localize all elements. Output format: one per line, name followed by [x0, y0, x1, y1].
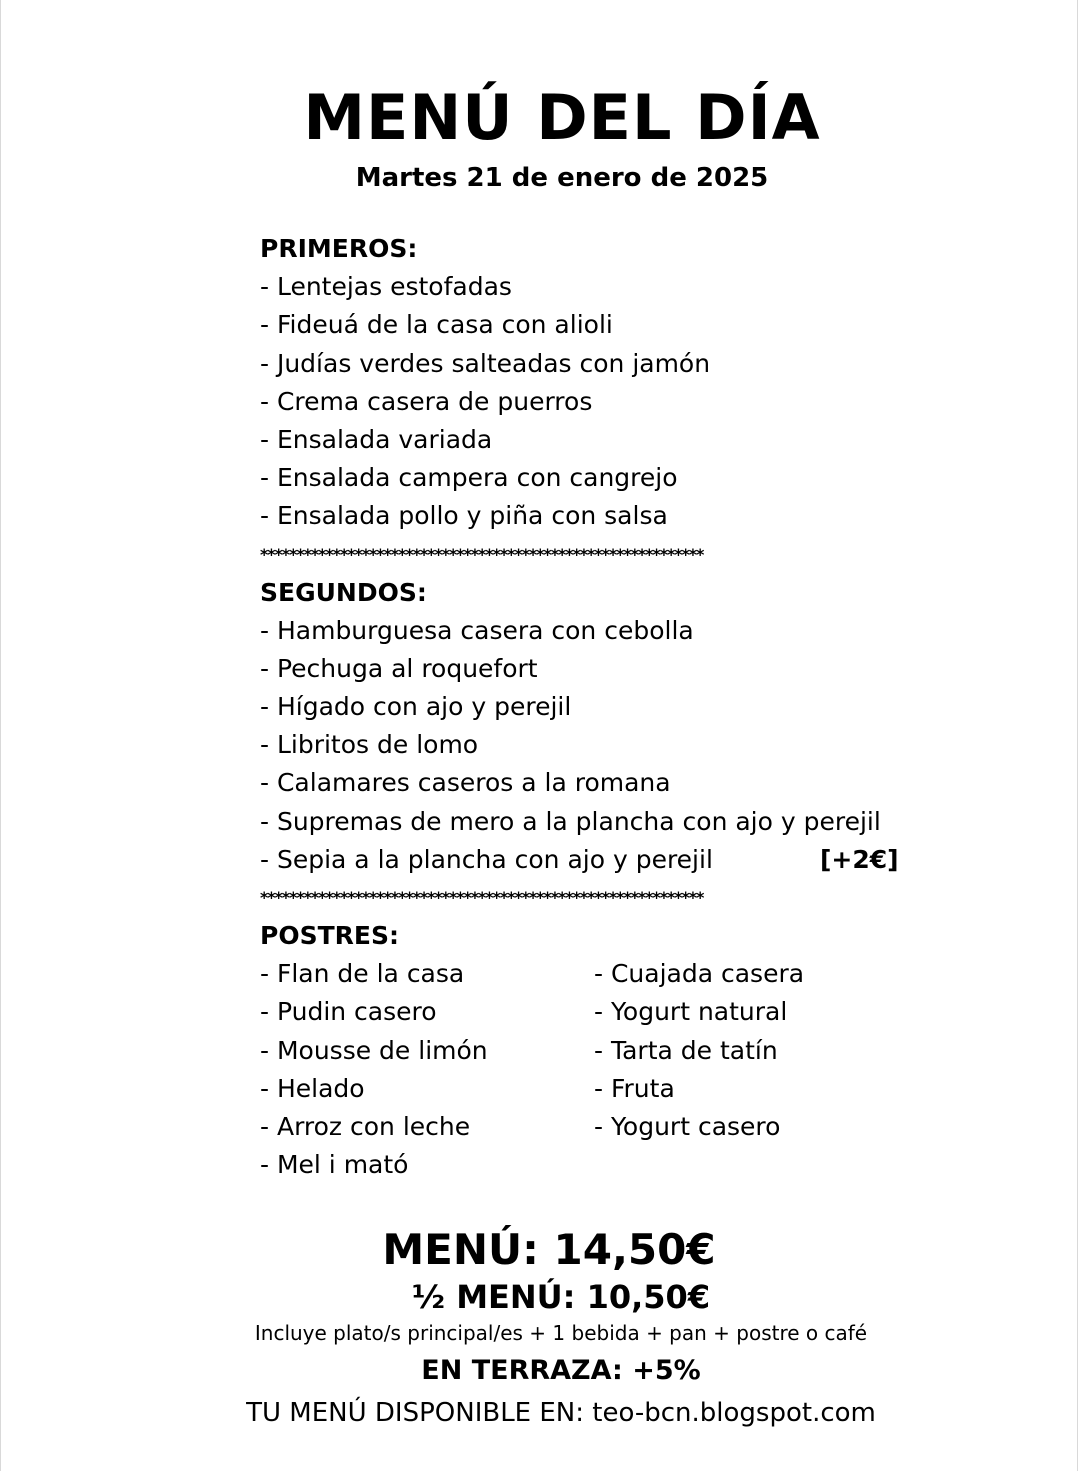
- menu-price: MENÚ: 14,50€: [382, 1225, 716, 1274]
- segundos-item: - Calamares caseros a la romana: [260, 768, 671, 798]
- menu-date: Martes 21 de enero de 2025: [355, 163, 769, 193]
- terraza-surcharge: EN TERRAZA: +5%: [421, 1355, 701, 1386]
- postres-item: - Tarta de tatín: [594, 1035, 778, 1065]
- postres-item: - Flan de la casa: [260, 959, 465, 989]
- primeros-item: - Ensalada variada: [260, 424, 493, 454]
- postres-item: - Mel i mató: [260, 1150, 409, 1180]
- section-separator: *************************************************************: [260, 888, 704, 907]
- segundos-item: - Supremas de mero a la plancha con ajo y perejil: [260, 806, 881, 836]
- menu-availability: TU MENÚ DISPONIBLE EN: teo-bcn.blogspot.com: [246, 1398, 876, 1428]
- postres-item: - Fruta: [594, 1073, 675, 1103]
- postres-heading: POSTRES:: [260, 921, 399, 950]
- postres-item: - Pudin casero: [260, 997, 437, 1027]
- postres-item: [594, 1146, 994, 1184]
- postres-item: - Yogurt natural: [594, 997, 788, 1027]
- postres-item: - Cuajada casera: [594, 959, 805, 989]
- primeros-item: - Crema casera de puerros: [260, 386, 593, 416]
- segundos-item: - Hamburguesa casera con cebolla: [260, 615, 694, 645]
- postres-item: - Arroz con leche: [260, 1111, 471, 1141]
- menu-body: [260, 230, 1060, 1184]
- postres-item: - Helado: [260, 1073, 365, 1103]
- segundos-item-with-supplement: [260, 841, 1060, 879]
- segundos-item-label: - Sepia a la plancha con ajo y perejil: [260, 844, 713, 874]
- segundos-item: - Pechuga al roquefort: [260, 653, 538, 683]
- primeros-item: - Ensalada campera con cangrejo: [260, 463, 678, 493]
- primeros-heading: PRIMEROS:: [260, 234, 418, 263]
- postres-item: - Yogurt casero: [594, 1111, 781, 1141]
- segundos-item: - Hígado con ajo y perejil: [260, 692, 572, 722]
- page-title: MENÚ DEL DÍA: [303, 81, 821, 154]
- primeros-item: - Lentejas estofadas: [260, 272, 512, 302]
- half-menu-price: ½ MENÚ: 10,50€: [411, 1278, 711, 1316]
- primeros-item: - Judías verdes salteadas con jamón: [260, 348, 711, 378]
- menu-includes-note: Incluye plato/s principal/es + 1 bebida + pan + postre o café: [254, 1321, 868, 1345]
- primeros-item: - Ensalada pollo y piña con salsa: [260, 501, 668, 531]
- supplement-badge: [+2€]: [820, 844, 899, 874]
- postres-list: [260, 955, 1060, 1184]
- primeros-item: - Fideuá de la casa con alioli: [260, 310, 613, 340]
- section-separator: *************************************************************: [260, 544, 704, 564]
- postres-item: - Mousse de limón: [260, 1035, 488, 1065]
- segundos-heading: SEGUNDOS:: [260, 577, 427, 607]
- segundos-item: - Libritos de lomo: [260, 730, 479, 760]
